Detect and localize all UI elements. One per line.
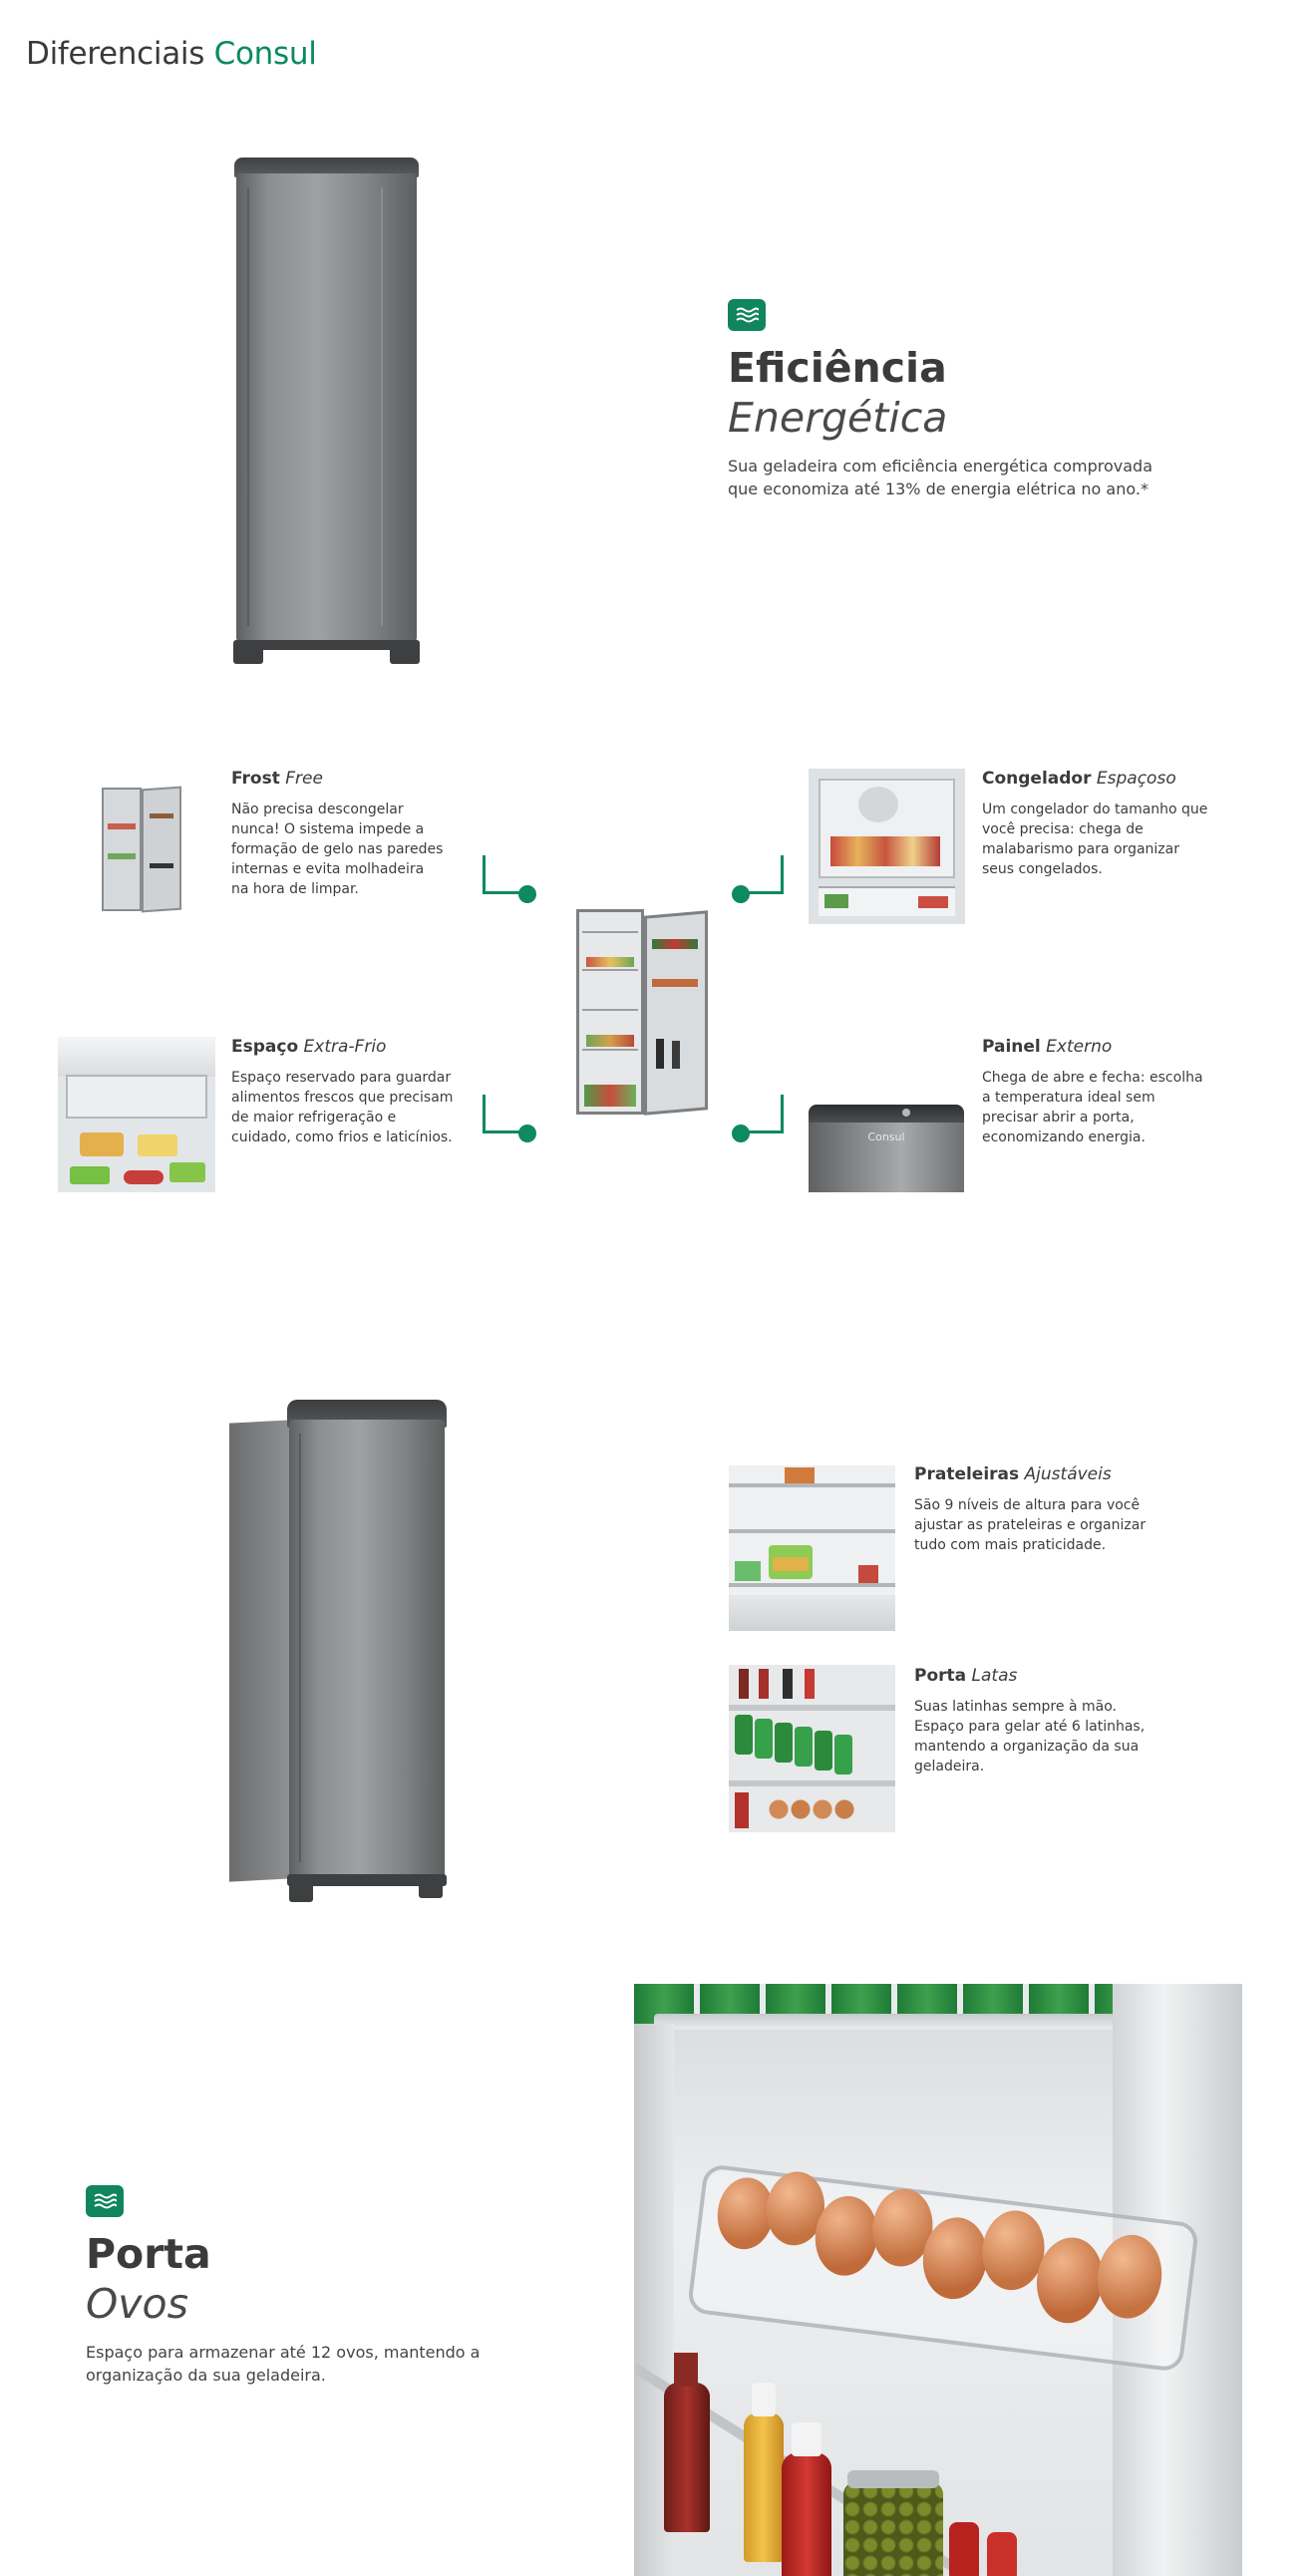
connector-dot <box>518 1125 536 1142</box>
porta-latas-title: Porta <box>914 1666 967 1686</box>
congelador-description: Um congelador do tamanho que você precisa: chega de malabarismo para organizar seus congelados. <box>982 802 1208 877</box>
page-title <box>26 36 317 72</box>
congelador-subtitle: Espaçoso <box>1096 769 1176 789</box>
prateleiras-title: Prateleiras <box>914 1464 1020 1484</box>
eficiencia-description: Sua geladeira com eficiência energética comprovada que economiza até 13% de energia elétrica no ano.* <box>728 457 1152 499</box>
congelador-feature <box>982 768 1211 879</box>
connector-dot <box>518 885 536 903</box>
prateleiras-description: São 9 níveis de altura para você ajustar as prateleiras e organizar tudo com mais praticidade. <box>914 1497 1147 1553</box>
fridge-open-image <box>576 909 710 1117</box>
prateleiras-feature <box>914 1463 1198 1555</box>
painel-feature <box>982 1036 1211 1147</box>
porta-ovos-description: Espaço para armazenar até 12 ovos, mantendo a organização da sua geladeira. <box>86 2343 481 2386</box>
extra-frio-title: Espaço <box>231 1037 299 1057</box>
frost-free-description: Não precisa descongelar nunca! O sistema impede a formação de gelo nas paredes internas e evita molhadeira na hora de limpar. <box>231 802 444 897</box>
porta-ovos-block <box>86 2185 564 2387</box>
porta-latas-description: Suas latinhas sempre à mão. Espaço para gelar até 6 latinhas, mantendo a organização da sua geladeira. <box>914 1699 1146 1774</box>
porta-latas-image <box>729 1665 895 1832</box>
extra-frio-description: Espaço reservado para guardar alimentos frescos que precisam de maior refrigeração e cuidado, como frios e laticínios. <box>231 1070 454 1145</box>
frost-free-feature <box>231 768 446 899</box>
fridge-front-image <box>229 158 424 666</box>
porta-ovos-image <box>634 1984 1242 2576</box>
porta-latas-subtitle: Latas <box>971 1666 1018 1686</box>
congelador-image <box>809 769 965 924</box>
eficiencia-title: Eficiência <box>728 344 947 392</box>
painel-subtitle: Externo <box>1046 1037 1113 1057</box>
connector-dot <box>732 1125 750 1142</box>
painel-description: Chega de abre e fecha: escolha a temperatura ideal sem precisar abrir a porta, economizando energia. <box>982 1070 1203 1145</box>
title-part-1: Diferenciais <box>26 36 205 72</box>
eficiencia-block <box>728 299 1206 500</box>
prateleiras-image <box>729 1465 895 1631</box>
title-part-2: Consul <box>213 36 317 72</box>
frost-free-title: Frost <box>231 769 280 789</box>
congelador-title: Congelador <box>982 769 1092 789</box>
extra-frio-image <box>58 1037 215 1192</box>
waves-icon <box>728 299 766 331</box>
frost-free-image <box>98 784 185 915</box>
porta-ovos-subtitle: Ovos <box>86 2280 188 2329</box>
painel-image <box>809 1105 964 1192</box>
prateleiras-subtitle: Ajustáveis <box>1024 1464 1112 1484</box>
fridge-side-image <box>219 1394 451 1912</box>
frost-free-subtitle: Free <box>285 769 323 789</box>
extra-frio-subtitle: Extra-Frio <box>303 1037 387 1057</box>
painel-title: Painel <box>982 1037 1041 1057</box>
waves-icon <box>86 2185 124 2217</box>
eficiencia-subtitle: Energética <box>728 394 948 443</box>
painel-brand-label: Consul <box>867 1130 905 1143</box>
extra-frio-feature <box>231 1036 456 1147</box>
porta-latas-feature <box>914 1665 1198 1776</box>
connector-dot <box>732 885 750 903</box>
porta-ovos-title: Porta <box>86 2230 211 2278</box>
